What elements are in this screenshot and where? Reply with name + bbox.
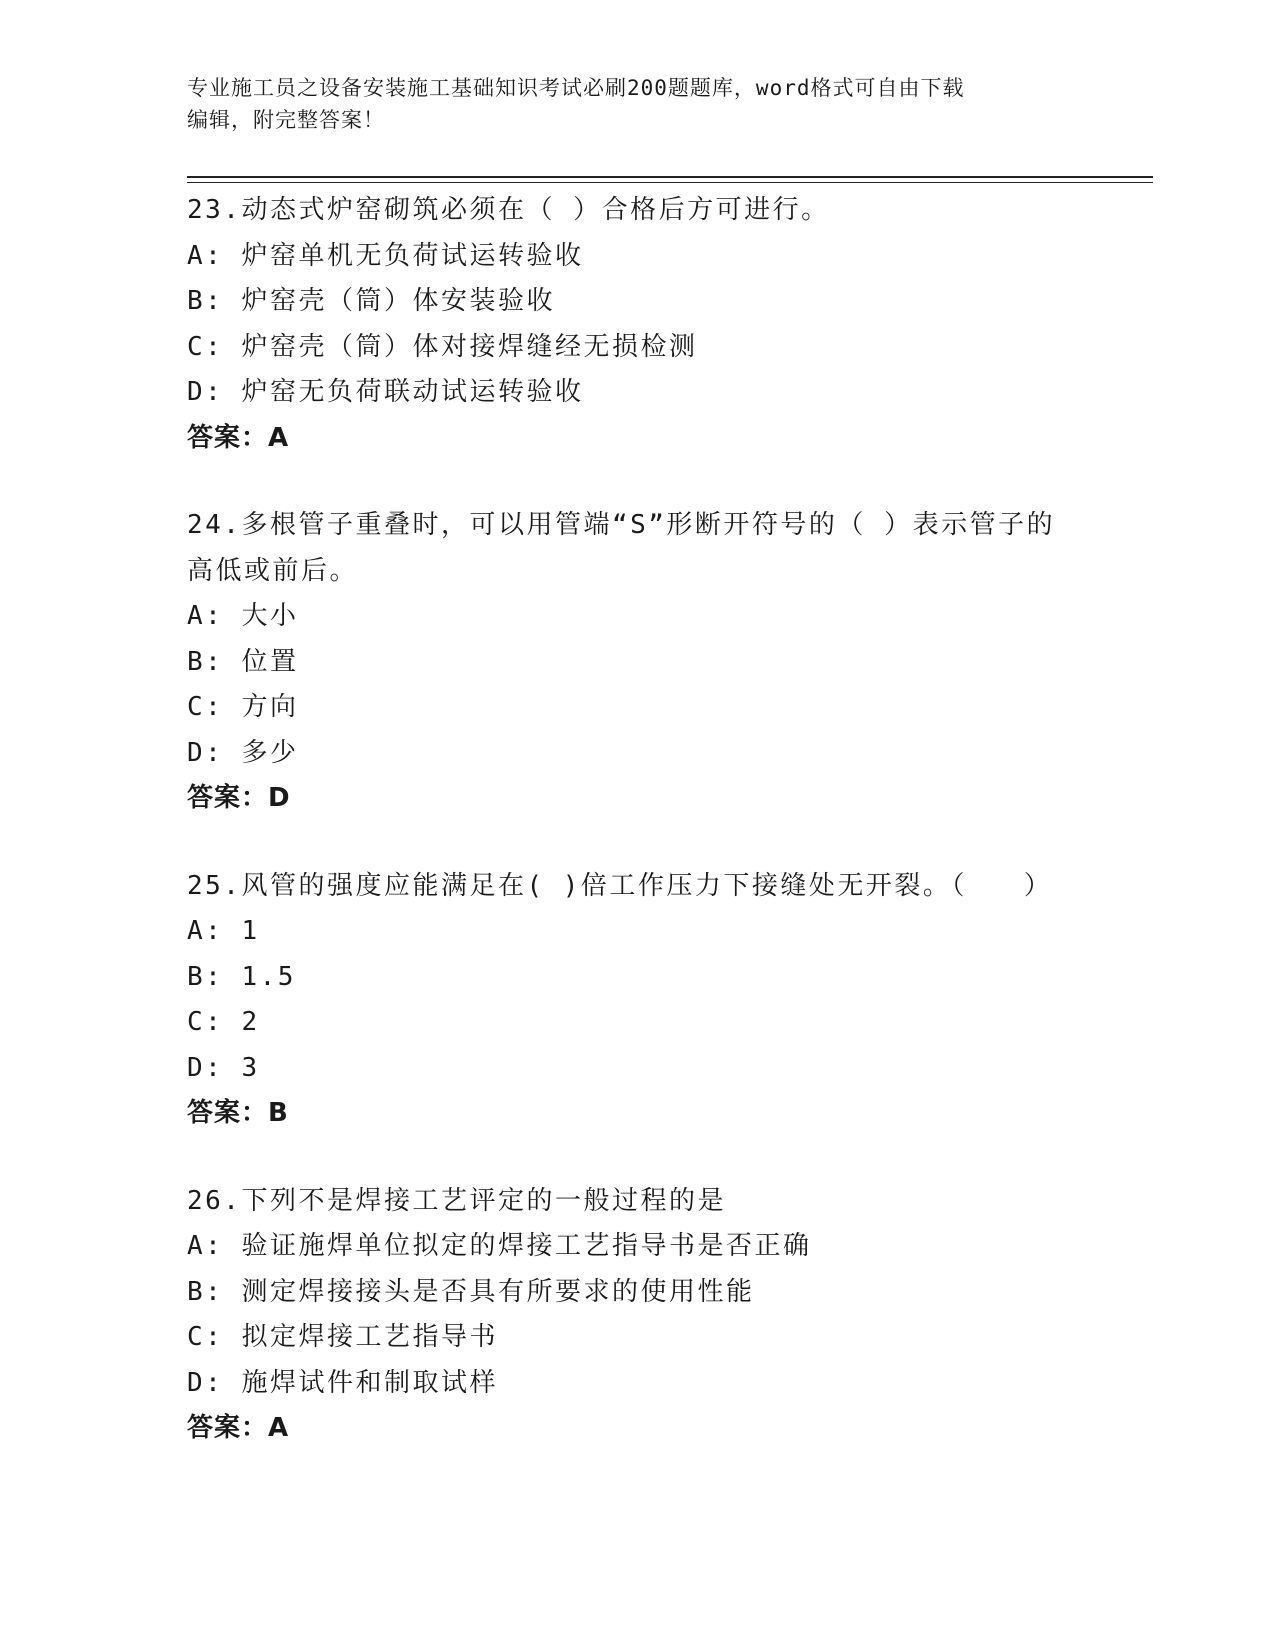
option-d: D: 3 xyxy=(187,1052,260,1083)
question-25 xyxy=(187,864,1087,1137)
question-24 xyxy=(187,503,1087,822)
answer-label: 答案：A xyxy=(187,422,290,453)
option-c: C: 方向 xyxy=(187,692,299,722)
question-stem-line: 24.多根管子重叠时，可以用管端“S”形断开符号的（ ）表示管子的 xyxy=(187,510,1056,540)
question-stem xyxy=(187,188,1087,234)
header-divider-thick xyxy=(187,176,1153,178)
option-a: A: 验证施焊单位拟定的焊接工艺指导书是否正确 xyxy=(187,1231,812,1261)
option-b: B: 1.5 xyxy=(187,961,296,992)
header-divider-thin xyxy=(187,182,1153,183)
document-header xyxy=(187,72,1087,136)
question-stem xyxy=(187,1179,1087,1225)
question-26 xyxy=(187,1179,1087,1452)
answer-label: 答案：B xyxy=(187,1098,289,1128)
header-title-line-1: 专业施工员之设备安装施工基础知识考试必刷200题题库，word格式可自由下载 xyxy=(187,76,965,100)
question-stem xyxy=(187,864,1087,910)
question-23 xyxy=(187,188,1087,461)
option-c: C: 炉窑壳（筒）体对接焊缝经无损检测 xyxy=(187,331,698,362)
option-d: D: 施焊试件和制取试样 xyxy=(187,1367,498,1398)
option-c: C: 2 xyxy=(187,1007,260,1037)
option-a: A: 1 xyxy=(187,916,260,946)
option-a: A: 大小 xyxy=(187,601,299,631)
option-d: D: 炉窑无负荷联动试运转验收 xyxy=(187,377,584,407)
option-b: B: 炉窑壳（筒）体安装验收 xyxy=(187,286,555,316)
option-a: A: 炉窑单机无负荷试运转验收 xyxy=(187,240,584,271)
option-c: C: 拟定焊接工艺指导书 xyxy=(187,1322,498,1352)
option-b: B: 测定焊接接头是否具有所要求的使用性能 xyxy=(187,1276,755,1307)
question-stem xyxy=(187,503,1087,594)
answer-label: 答案：D xyxy=(187,783,291,813)
option-b: B: 位置 xyxy=(187,646,299,677)
question-stem-line: 高低或前后。 xyxy=(187,555,359,586)
header-title-line-2: 编辑，附完整答案！ xyxy=(187,108,385,132)
question-stem-line: 26.下列不是焊接工艺评定的一般过程的是 xyxy=(187,1185,726,1216)
option-d: D: 多少 xyxy=(187,737,299,768)
question-list xyxy=(187,188,1087,1494)
answer-label: 答案：A xyxy=(187,1413,290,1443)
question-stem-line: 23.动态式炉窑砌筑必须在（ ）合格后方可进行。 xyxy=(187,195,830,225)
question-stem-line: 25.风管的强度应能满足在( )倍工作压力下接缝处无开裂。（ ） xyxy=(187,870,1053,901)
